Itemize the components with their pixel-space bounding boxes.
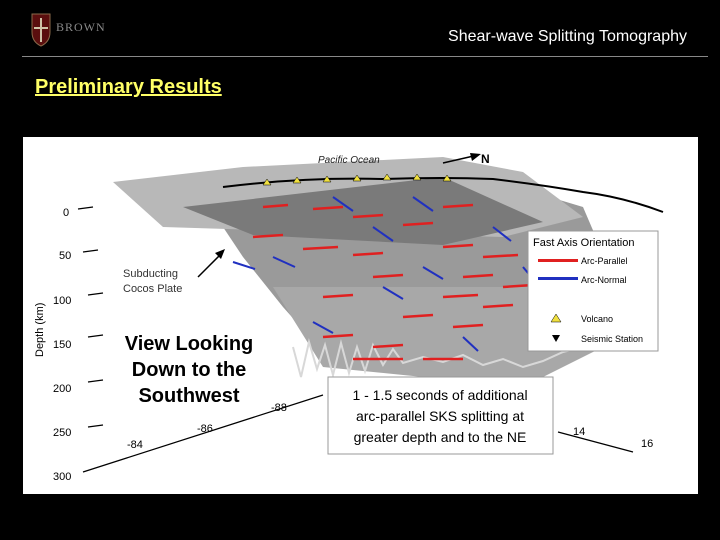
depth-tick-0: 0 xyxy=(63,207,70,219)
section-heading: Preliminary Results xyxy=(35,76,222,98)
legend-label-volcano: Volcano xyxy=(581,314,614,324)
baseline-east xyxy=(558,432,633,452)
slide-title: Shear-wave Splitting Tomography xyxy=(448,28,687,45)
north-label: N xyxy=(481,152,490,166)
legend-title: Fast Axis Orientation xyxy=(533,237,635,249)
header-divider xyxy=(22,56,708,57)
view-line1: View Looking xyxy=(124,333,254,355)
depth-tick-50: 50 xyxy=(59,250,72,262)
depth-tick-300: 300 xyxy=(53,471,72,483)
lat-tick-14: 14 xyxy=(573,426,586,438)
legend-label-arc-parallel: Arc-Parallel xyxy=(581,256,628,266)
ocean-label: Pacific Ocean xyxy=(318,155,380,166)
legend-swatch-arc-parallel xyxy=(538,259,578,262)
legend-swatch-arc-normal xyxy=(538,277,578,280)
depth-tick-100: 100 xyxy=(53,295,72,307)
depth-axis-ticks xyxy=(78,207,103,427)
callout-line1: 1 - 1.5 seconds of additional xyxy=(352,387,528,403)
callout-line3: greater depth and to the NE xyxy=(353,429,527,445)
legend-label-station: Seismic Station xyxy=(581,334,644,344)
lat-tick-16: 16 xyxy=(641,438,654,450)
slab-label-line1: Subducting xyxy=(123,268,179,280)
logo-wordmark: BROWN xyxy=(56,20,106,34)
depth-tick-150: 150 xyxy=(53,339,72,351)
legend-label-arc-normal: Arc-Normal xyxy=(581,275,627,285)
tomography-illustration xyxy=(23,137,698,494)
north-arrowhead xyxy=(470,153,481,161)
view-line3: Southwest xyxy=(138,385,240,407)
slab-label-line2: Cocos Plate xyxy=(123,283,183,295)
shield-icon xyxy=(32,14,50,46)
lon-tick-84: -84 xyxy=(127,439,143,451)
legend-box xyxy=(528,231,658,351)
depth-axis-label: Depth (km) xyxy=(34,302,46,357)
lon-tick-86: -86 xyxy=(197,423,213,435)
lon-tick-88: -88 xyxy=(271,402,287,414)
view-line2: Down to the xyxy=(131,359,247,381)
depth-tick-250: 250 xyxy=(53,427,72,439)
callout-line2: arc-parallel SKS splitting at xyxy=(355,408,525,424)
tomography-figure xyxy=(23,137,698,494)
depth-tick-200: 200 xyxy=(53,383,72,395)
